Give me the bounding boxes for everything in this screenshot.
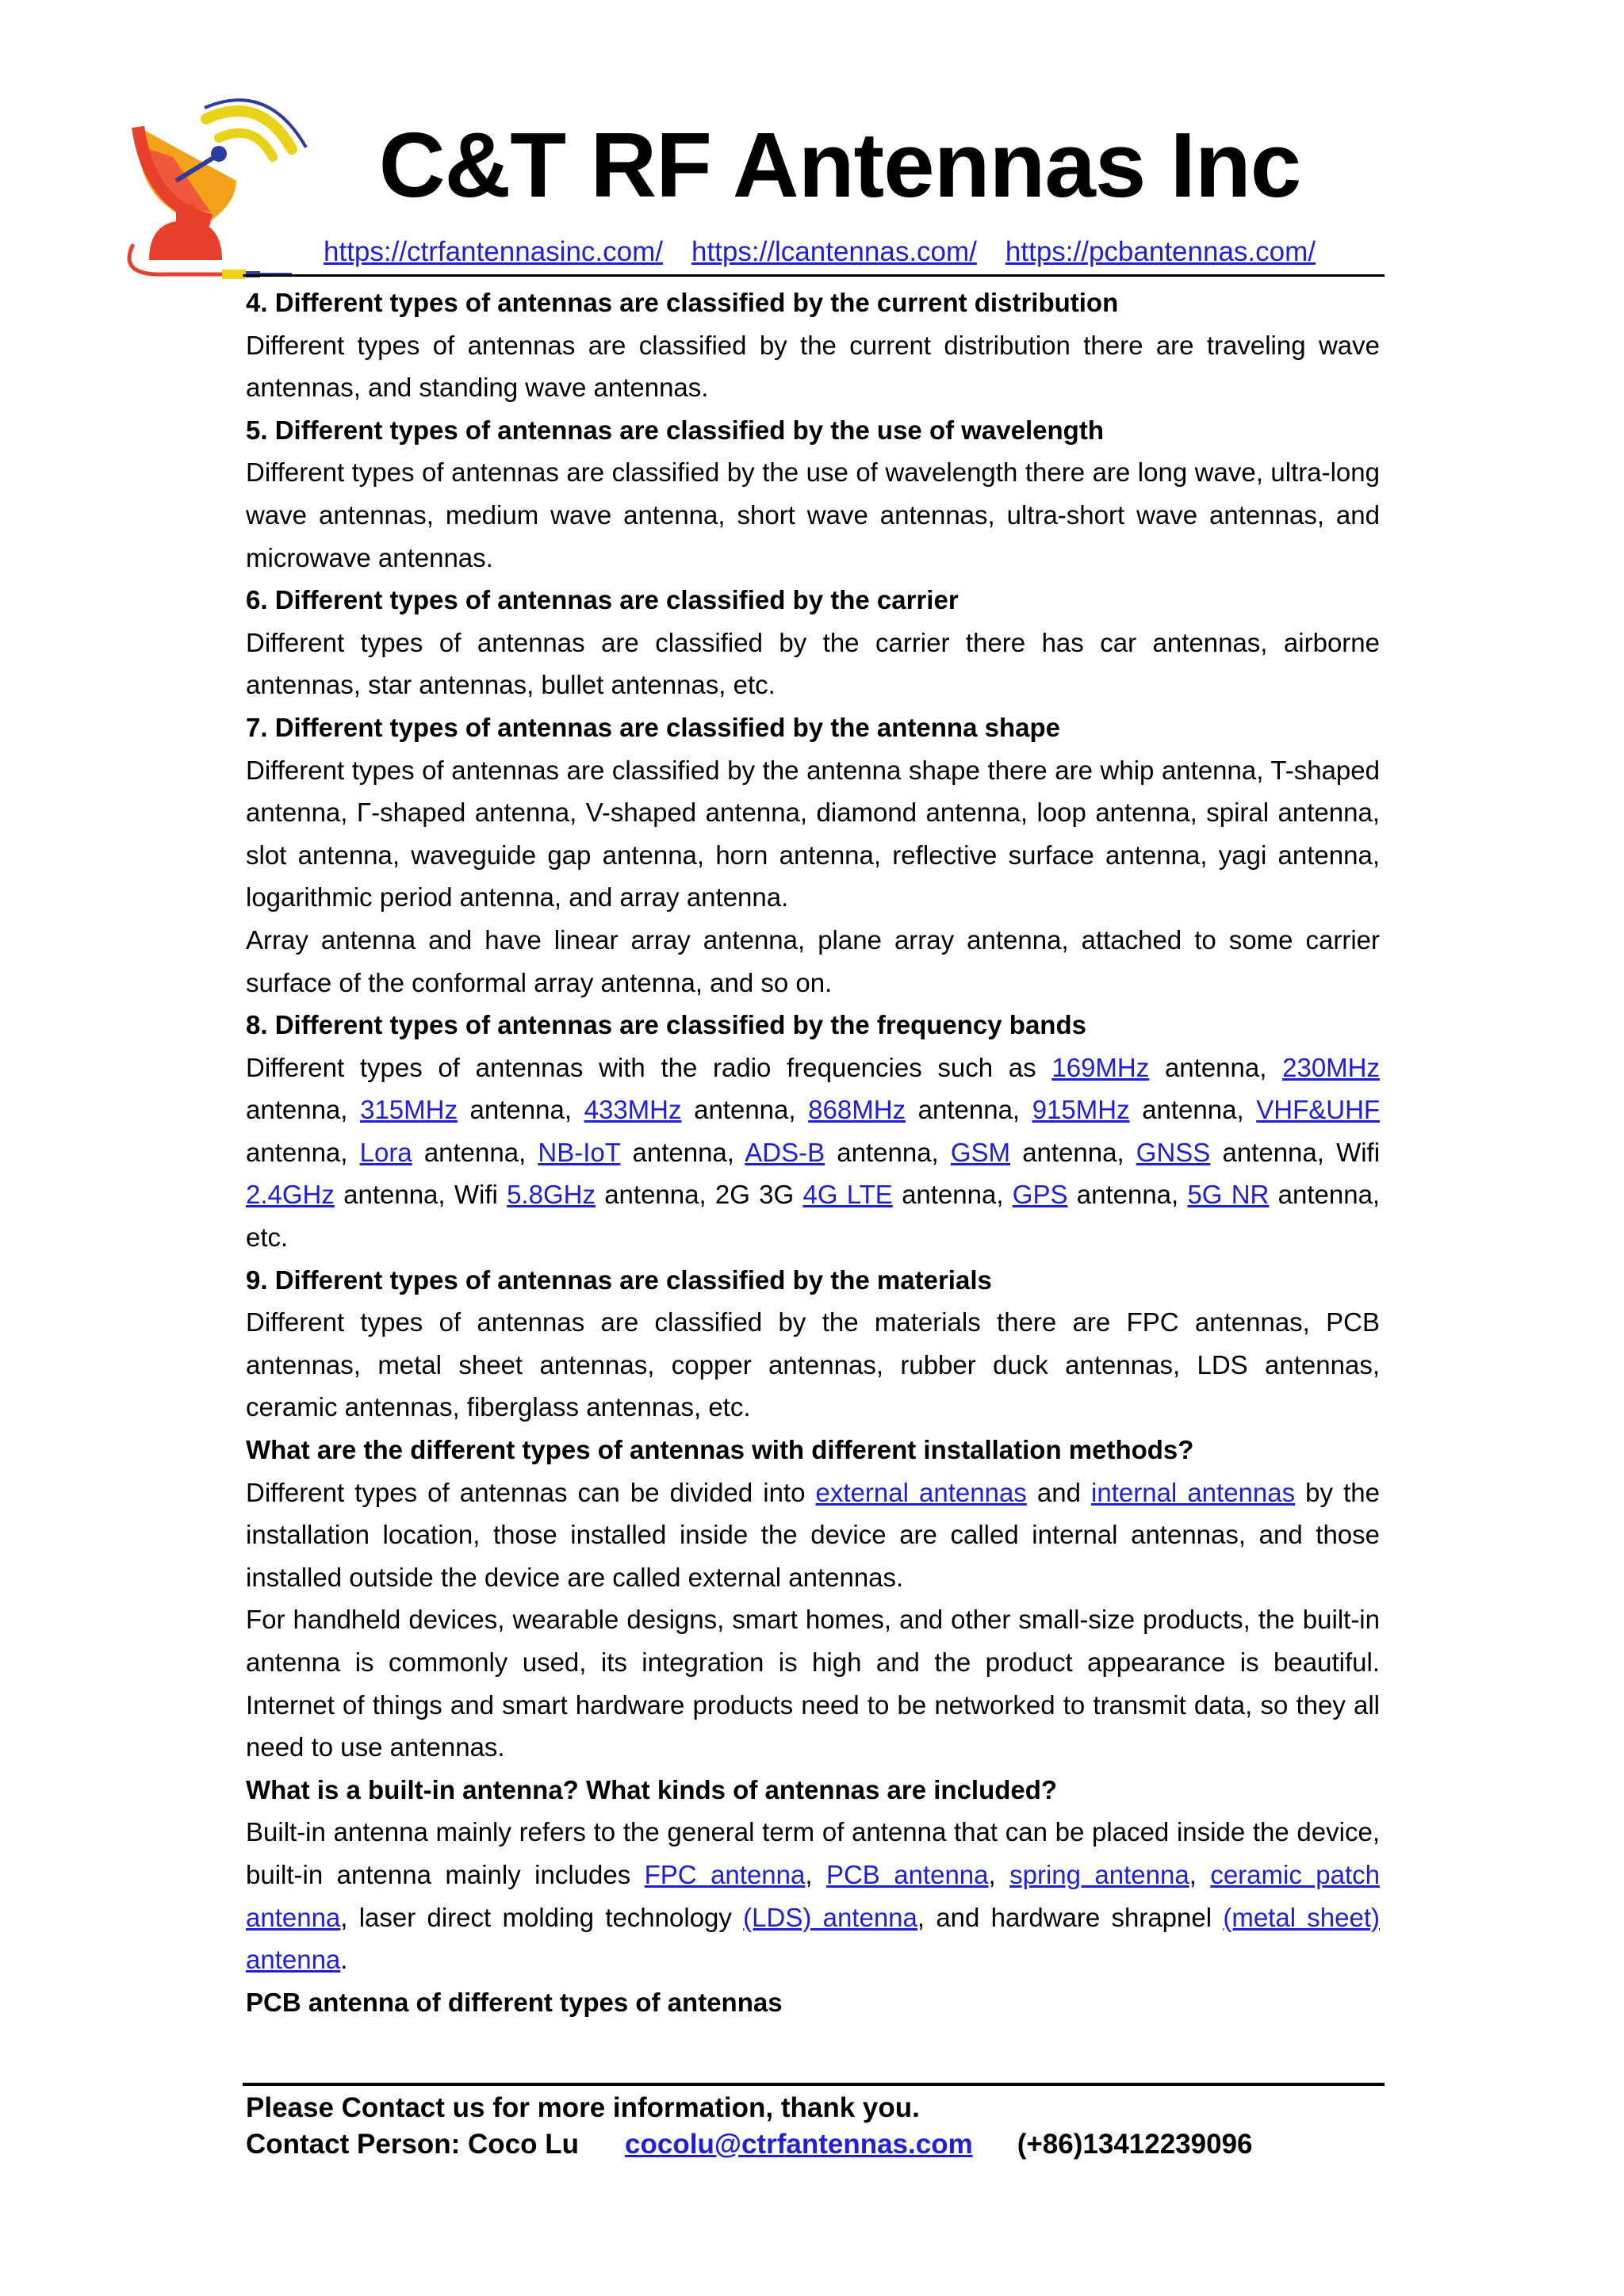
paragraph: Different types of antennas are classified by the materials there are FPC antennas, PCB antennas, metal sheet antennas, copper antennas, rubber duck antennas, LDS antennas, ceramic antennas, fiberglass antennas, etc. xyxy=(246,1307,1380,1422)
paragraph: For handheld devices, wearable designs, smart homes, and other small-size products, the built-in antenna is commonly used, its integration is high and the product appearance is beautiful. Internet of things and smart hardware products need to be networked to transmit data, so they all need to use antennas. xyxy=(246,1605,1380,1762)
link-315mhz[interactable]: 315MHz xyxy=(360,1095,458,1125)
company-name: C&T RF Antennas Inc xyxy=(378,113,1301,216)
section-heading: 7. Different types of antennas are classified by the antenna shape xyxy=(246,712,1060,742)
header-divider xyxy=(243,274,1385,277)
header-link-pcbantennas[interactable]: https://pcbantennas.com/ xyxy=(1005,236,1316,267)
link-vhf-uhf[interactable]: VHF&UHF xyxy=(1256,1095,1381,1125)
paragraph: Built-in antenna mainly refers to the general term of antenna that can be placed inside the device, built-in antenna mainly includes FPC antenna, PCB antenna, spring antenna, ceramic patch antenna, laser direct molding technology (LDS) antenna, and hardware shrapnel (metal sheet) antenna. xyxy=(246,1817,1381,1975)
contact-email-link[interactable]: cocolu@ctrfantennas.com xyxy=(625,2129,973,2160)
link-868mhz[interactable]: 868MHz xyxy=(808,1095,906,1125)
link-spring-antenna[interactable]: spring antenna xyxy=(1009,1859,1189,1889)
section-heading: 6. Different types of antennas are classified by the carrier xyxy=(246,585,959,615)
header-link-lcantennas[interactable]: https://lcantennas.com/ xyxy=(691,236,977,267)
section-heading: 9. Different types of antennas are classified by the materials xyxy=(246,1265,992,1295)
section-heading: What is a built-in antenna? What kinds of antennas are included? xyxy=(246,1774,1058,1804)
link-ads-b[interactable]: ADS-B xyxy=(745,1137,825,1167)
section-heading: 8. Different types of antennas are classified by the frequency bands xyxy=(246,1010,1086,1040)
paragraph: Different types of antennas are classified by the use of wavelength there are long wave, ultra-long wave antennas, medium wave antenna, short wave antennas, ultra-short wave antennas, and microwave antennas. xyxy=(246,457,1380,572)
section-heading: PCB antenna of different types of antennas xyxy=(246,1987,783,2017)
link-ceramic-patch-antenna[interactable]: ceramic patch antenna xyxy=(246,1859,1380,1932)
link-169mhz[interactable]: 169MHz xyxy=(1051,1052,1150,1082)
link-fpc-antenna[interactable]: FPC antenna xyxy=(644,1859,806,1889)
paragraph: Different types of antennas are classified by the carrier there has car antennas, airborne antennas, star antennas, bullet antennas, etc. xyxy=(246,627,1380,700)
section-heading: What are the different types of antennas with different installation methods? xyxy=(246,1435,1194,1465)
header-link-ctrfantennasinc[interactable]: https://ctrfantennasinc.com/ xyxy=(324,236,663,267)
link-nb-iot[interactable]: NB-IoT xyxy=(538,1137,621,1167)
link-external-antennas[interactable]: external antennas xyxy=(815,1477,1027,1507)
link-433mhz[interactable]: 433MHz xyxy=(584,1095,682,1125)
link-metal-sheet-antenna[interactable]: (metal sheet) antenna xyxy=(246,1902,1381,1975)
link-lora[interactable]: Lora xyxy=(359,1137,412,1167)
paragraph: Array antenna and have linear array antenna, plane array antenna, attached to some carrier surface of the conformal array antenna, and so on. xyxy=(246,924,1380,997)
link-pcb-antenna[interactable]: PCB antenna xyxy=(825,1859,989,1889)
header-links xyxy=(324,238,1344,266)
paragraph: Different types of antennas are classified by the current distribution there are traveling wave antennas, and standing wave antennas. xyxy=(246,330,1380,403)
link-915mhz[interactable]: 915MHz xyxy=(1032,1095,1130,1125)
link-230mhz[interactable]: 230MHz xyxy=(1282,1052,1381,1082)
link-4g-lte[interactable]: 4G LTE xyxy=(802,1180,893,1210)
article-body xyxy=(246,281,1380,2023)
paragraph: Different types of antennas are classified by the antenna shape there are whip antenna, T-shaped antenna, Γ-shaped antenna, V-shaped antenna, diamond antenna, loop antenna, spiral antenna, slot antenna, waveguide gap antenna, horn antenna, reflective surface antenna, yagi antenna, logarithmic period antenna, and array antenna. xyxy=(246,755,1380,913)
contact-person: Contact Person: Coco Lu xyxy=(246,2129,580,2160)
footer xyxy=(246,2090,1253,2163)
footer-contact-note: Please Contact us for more information, thank you. xyxy=(246,2092,920,2123)
section-heading: 5. Different types of antennas are classified by the use of wavelength xyxy=(246,415,1104,445)
link-lds-antenna[interactable]: (LDS) antenna xyxy=(743,1902,917,1932)
link-gnss[interactable]: GNSS xyxy=(1136,1137,1211,1167)
footer-contact-line xyxy=(246,2126,1253,2163)
footer-divider xyxy=(243,2083,1385,2086)
contact-phone: (+86)13412239096 xyxy=(1017,2129,1253,2160)
link-5g-nr[interactable]: 5G NR xyxy=(1187,1180,1270,1210)
link-5-8ghz[interactable]: 5.8GHz xyxy=(507,1180,596,1210)
section-heading: 4. Different types of antennas are classified by the current distribution xyxy=(246,288,1119,317)
link-gsm[interactable]: GSM xyxy=(950,1137,1011,1167)
link-gps[interactable]: GPS xyxy=(1012,1180,1068,1210)
frequency-bands-paragraph: Different types of antennas with the radio frequencies such as 169MHz antenna, 230MHz antenna, 315MHz antenna, 433MHz antenna, 868MHz antenna, 915MHz antenna, VHF&UHF antenna, Lora antenna, NB-IoT antenna, ADS-B antenna, GSM antenna, GNSS antenna, Wifi 2.4GHz antenna, Wifi 5.8GHz antenna, 2G 3G 4G LTE antenna, GPS antenna, 5G NR antenna, etc. xyxy=(246,1052,1381,1253)
link-2-4ghz[interactable]: 2.4GHz xyxy=(246,1180,335,1210)
link-internal-antennas[interactable]: internal antennas xyxy=(1091,1477,1296,1507)
paragraph: Different types of antennas can be divided into external antennas and internal antennas by the installation location, those installed inside the device are called internal antennas, and those installed outside the device are called external antennas. xyxy=(246,1477,1380,1592)
